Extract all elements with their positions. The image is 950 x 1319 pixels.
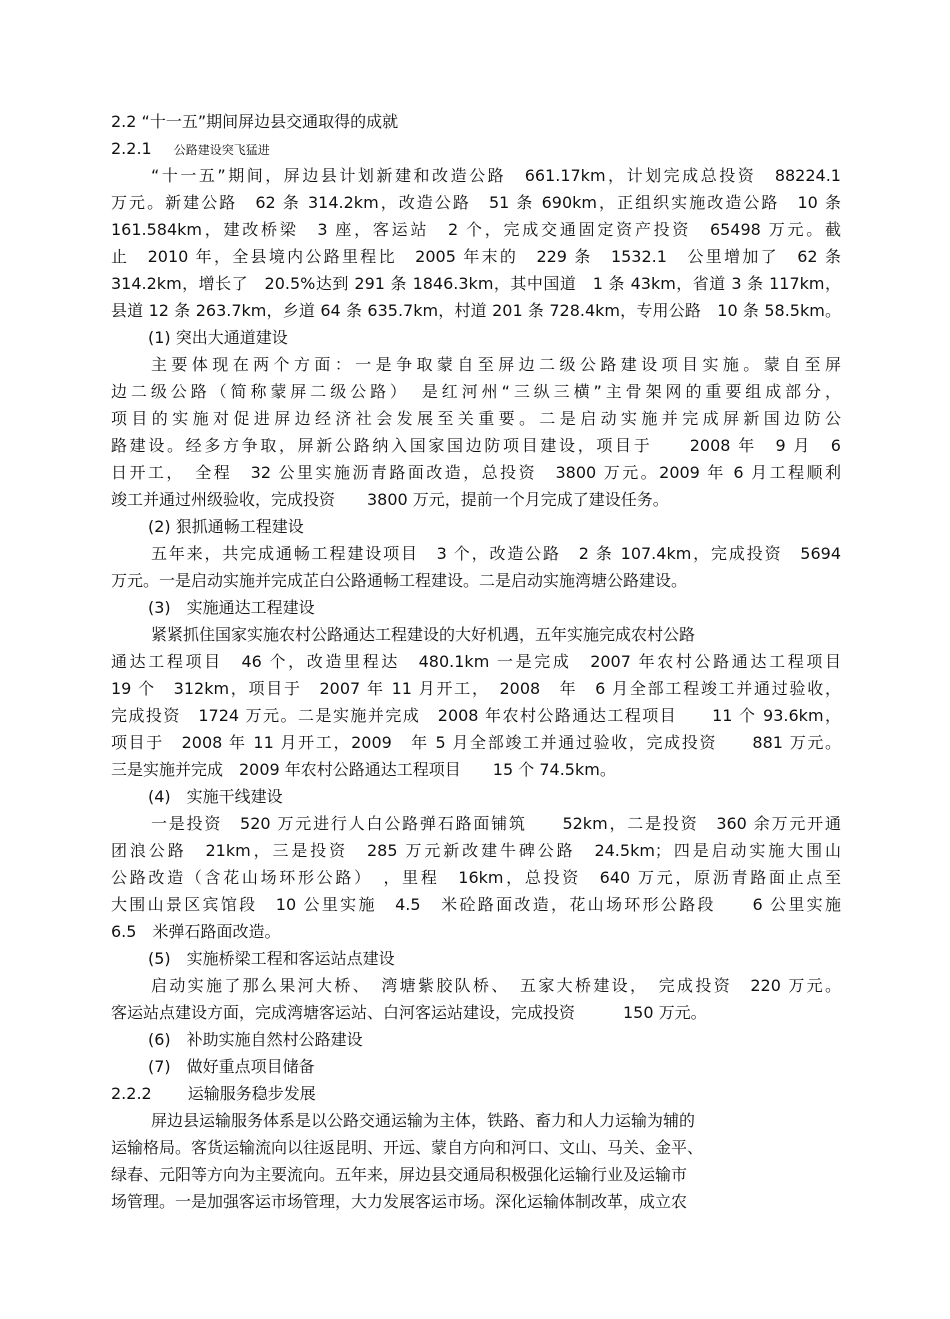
subsection-title: 公路建设突飞猛进 xyxy=(173,143,270,157)
paragraph-line: 场管理。一是加强客运市场管理，大力发展客运市场。深化运输体制改革，成立农 xyxy=(111,1192,688,1211)
list-item-heading: (7) 做好重点项目储备 xyxy=(148,1057,315,1076)
subsection-heading-2-2-1 xyxy=(111,135,841,162)
paragraph-line: 主要体现在两个方面：一是争取蒙自至屏边二级公路建设项目实施。蒙自至屏 xyxy=(151,355,841,374)
paragraph-line: 启动实施了那么果河大桥、 湾塘紫胶队桥、 五家大桥建设， 完成投资 220 万元。 xyxy=(151,976,841,995)
paragraph-line: 公路改造（含花山场环形公路） ，里程 16km，总投资 640 万元，原沥青路面止点至 xyxy=(111,868,841,887)
paragraph-line: 通达工程项目 46 个，改造里程达 480.1km 一是完成 2007 年农村公路通达工程项目 xyxy=(111,652,841,671)
paragraph-line: 万元。一是启动实施并完成芷白公路通畅工程建设。二是启动实施湾塘公路建设。 xyxy=(111,571,688,590)
paragraph-line: 一是投资 520 万元进行人白公路弹石路面铺筑 52km，二是投资 360 余万元开通 xyxy=(151,814,841,833)
list-item-heading: (2) 狠抓通畅工程建设 xyxy=(148,517,304,536)
subsection-heading-2-2-2 xyxy=(111,1080,841,1107)
paragraph-line: 紧紧抓住国家实施农村公路通达工程建设的大好机遇，五年实施完成农村公路 xyxy=(151,625,696,644)
paragraph-line: 五年来，共完成通畅工程建设项目 3 个，改造公路 2 条 107.4km，完成投资 5694 xyxy=(151,544,841,563)
paragraph-line: 团浪公路 21km，三是投资 285 万元新改建牛碑公路 24.5km；四是启动实施大围山 xyxy=(111,841,841,860)
paragraph-line: 运输格局。客货运输流向以往返昆明、开远、蒙自方向和河口、文山、马关、金平、 xyxy=(111,1138,704,1157)
paragraph-line: 屏边县运输服务体系是以公路交通运输为主体，铁路、畜力和人力运输为辅的 xyxy=(151,1111,696,1130)
paragraph-line: 路建设。经多方争取，屏新公路纳入国家国边防项目建设，项目于 2008 年 9 月 6 xyxy=(111,436,841,455)
paragraph-line: 19 个 312km，项目于 2007 年 11 月开工， 2008 年 6 月全部工程竣工并通过验收， xyxy=(111,679,841,698)
paragraph-line: 161.584km，建改桥梁 3 座，客运站 2 个，完成交通固定资产投资 65498 万元。截 xyxy=(111,220,841,239)
paragraph-line: 竣工并通过州级验收，完成投资 3800 万元，提前一个月完成了建设任务。 xyxy=(111,490,669,509)
paragraph-line: 止 2010 年，全县境内公路里程比 2005 年末的 229 条 1532.1 公里增加了 62 条 xyxy=(111,247,841,266)
subsection-number: 2.2.2 xyxy=(111,1084,152,1103)
list-item-heading: (4) 实施干线建设 xyxy=(148,787,283,806)
paragraph-line: 日开工， 全程 32 公里实施沥青路面改造，总投资 3800 万元。2009 年 6 月工程顺利 xyxy=(111,463,841,482)
paragraph-line: 万元。新建公路 62 条 314.2km，改造公路 51 条 690km，正组织实施改造公路 10 条 xyxy=(111,193,841,212)
subsection-title: 运输服务稳步发展 xyxy=(187,1084,316,1103)
paragraph-line: 314.2km，增长了 20.5%达到 291 条 1846.3km，其中国道 1 条 43km，省道 3 条 117km， xyxy=(111,274,841,293)
document-page xyxy=(111,108,841,1215)
paragraph-line: 大围山景区宾馆段 10 公里实施 4.5 米砼路面改造，花山场环形公路段 6 公里实施 xyxy=(111,895,841,914)
paragraph-line: 县道 12 条 263.7km，乡道 64 条 635.7km，村道 201 条 728.4km，专用公路 10 条 58.5km。 xyxy=(111,301,841,320)
paragraph-line: “十一五”期间，屏边县计划新建和改造公路 661.17km，计划完成总投资 88224.1 xyxy=(151,166,841,185)
paragraph-line: 项目于 2008 年 11 月开工，2009 年 5 月全部竣工并通过验收，完成投资 881 万元。 xyxy=(111,733,841,752)
list-item-heading: (6) 补助实施自然村公路建设 xyxy=(148,1030,363,1049)
paragraph-line: 6.5 米弹石路面改造。 xyxy=(111,922,281,941)
paragraph-line: 三是实施并完成 2009 年农村公路通达工程项目 15 个 74.5km。 xyxy=(111,760,616,779)
list-item-heading: (5) 实施桥梁工程和客运站点建设 xyxy=(148,949,395,968)
paragraph-line: 完成投资 1724 万元。二是实施并完成 2008 年农村公路通达工程项目 11 个 93.6km， xyxy=(111,706,841,725)
list-item-heading: (3) 实施通达工程建设 xyxy=(148,598,315,617)
paragraph-line: 边二级公路（简称蒙屏二级公路） 是红河州“三纵三横”主骨架网的重要组成部分， xyxy=(111,382,841,401)
paragraph-line: 项目的实施对促进屏边经济社会发展至关重要。二是启动实施并完成屏新国边防公 xyxy=(111,409,841,428)
section-heading-2-2: 2.2 “十一五”期间屏边县交通取得的成就 xyxy=(111,112,399,131)
list-item-heading: (1) 突出大通道建设 xyxy=(148,328,288,347)
subsection-number: 2.2.1 xyxy=(111,139,152,158)
paragraph-line: 绿春、元阳等方向为主要流向。五年来，屏边县交通局积极强化运输行业及运输市 xyxy=(111,1165,688,1184)
paragraph-line: 客运站点建设方面，完成湾塘客运站、白河客运站建设，完成投资 150 万元。 xyxy=(111,1003,707,1022)
